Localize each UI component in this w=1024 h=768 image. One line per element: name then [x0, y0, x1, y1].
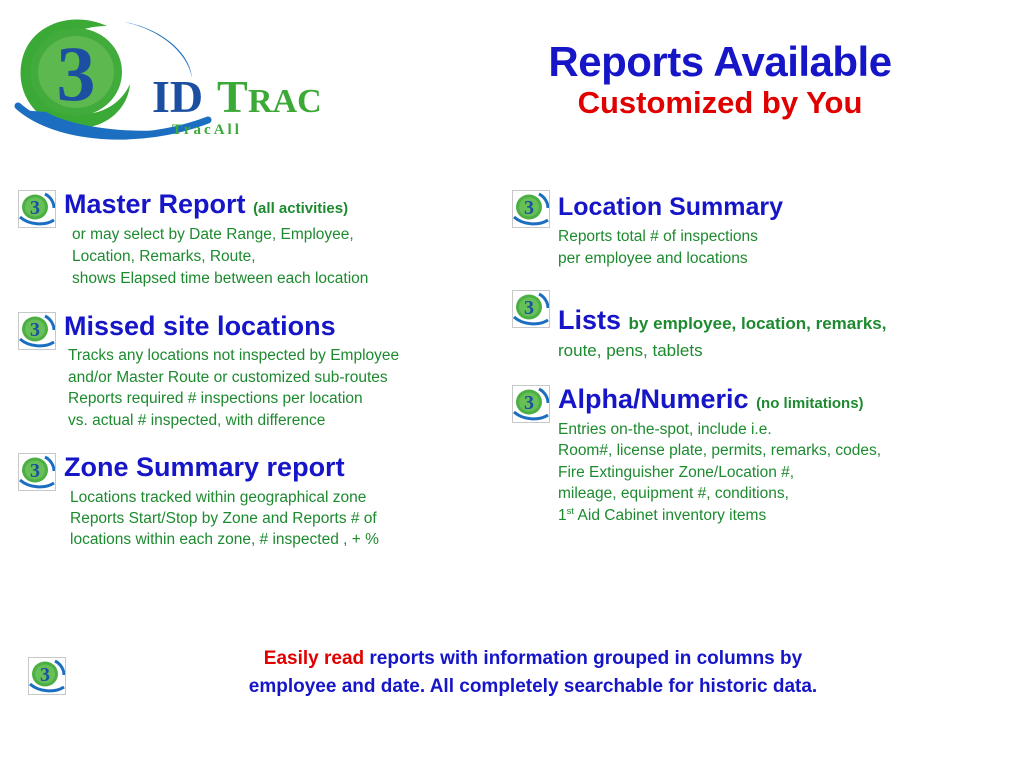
- report-description-line: Tracks any locations not inspected by Employee: [68, 347, 400, 365]
- left-column: [18, 190, 508, 557]
- report-description-line: Reports required # inspections per location: [68, 390, 363, 408]
- logo-bullet-icon: [512, 190, 550, 228]
- svg-text:3: 3: [30, 318, 40, 341]
- report-item-alpha-numeric: [512, 385, 1012, 526]
- right-column: [512, 190, 1012, 532]
- report-description-line: Reports total # of inspections: [558, 227, 758, 245]
- report-item-master-report: [18, 190, 508, 290]
- svg-text:TracAll: TracAll: [172, 122, 242, 138]
- report-item-location-summary: [512, 190, 1012, 270]
- report-description-line: locations within each zone, # inspected , + %: [70, 531, 379, 549]
- report-description: [558, 339, 1012, 363]
- report-heading-note: by employee, location, remarks,: [628, 313, 887, 333]
- logo-bullet-icon: [18, 190, 56, 228]
- report-description-line: Room#, license plate, permits, remarks, codes,: [558, 442, 882, 460]
- report-description: [68, 345, 508, 431]
- logo-bullet-icon: [18, 453, 56, 491]
- logo-bullet-icon: [28, 657, 66, 695]
- svg-text:3: 3: [30, 459, 40, 482]
- report-heading: Master Report: [64, 189, 246, 219]
- report-description-line: Locations tracked within geographical zone: [70, 488, 367, 506]
- logo-bullet-icon: [512, 385, 550, 423]
- report-description-line: or may select by Date Range, Employee,: [72, 225, 354, 243]
- svg-text:T: T: [217, 71, 248, 122]
- report-item-zone-summary-report: [18, 453, 508, 551]
- report-description-line: Reports Start/Stop by Zone and Reports # of: [70, 509, 377, 527]
- footer-line-2: employee and date. All completely searchable for historic data.: [248, 675, 818, 697]
- page-title-block: [430, 40, 1010, 120]
- report-heading-note: (no limitations): [756, 395, 864, 413]
- report-description-line: shows Elapsed time between each location: [72, 269, 369, 287]
- report-description-line: Fire Extinguisher Zone/Location #,: [558, 463, 795, 481]
- report-description: [558, 419, 1012, 526]
- svg-text:3: 3: [56, 30, 96, 117]
- footer-line-1-rest: reports with information grouped in columns by: [364, 648, 803, 669]
- report-heading: Lists: [558, 304, 622, 335]
- report-description: [72, 224, 508, 290]
- svg-text:ID: ID: [152, 71, 204, 122]
- report-description-line: and/or Master Route or customized sub-routes: [68, 368, 388, 386]
- logo-bullet-icon: [512, 290, 550, 328]
- report-item-lists: [512, 290, 1012, 364]
- report-heading: Location Summary: [558, 193, 784, 221]
- report-description-line: Entries on-the-spot, include i.e.: [558, 421, 772, 438]
- svg-text:3: 3: [524, 296, 534, 319]
- report-heading: Missed site locations: [64, 310, 336, 341]
- report-description: [558, 226, 1012, 270]
- footer-line-1: [88, 645, 978, 673]
- report-description-line: per employee and locations: [558, 249, 748, 267]
- report-description-line: mileage, equipment #, conditions,: [558, 485, 789, 503]
- footer-text: [88, 645, 1008, 700]
- page-subtitle: Customized by You: [577, 85, 863, 121]
- report-heading: Alpha/Numeric: [558, 384, 749, 415]
- svg-text:3: 3: [524, 392, 534, 415]
- report-item-missed-site-locations: [18, 312, 508, 431]
- footer-emphasis: Easily read: [263, 648, 365, 669]
- svg-text:3: 3: [30, 197, 40, 219]
- report-description-line: Location, Remarks, Route,: [72, 247, 256, 265]
- report-description-line: route, pens, tablets: [558, 341, 703, 361]
- footer-note: [18, 645, 1008, 700]
- report-heading: Zone Summary report: [64, 451, 345, 482]
- report-heading-note: (all activities): [253, 200, 349, 217]
- brand-logo: [12, 14, 352, 144]
- logo-bullet-icon: [18, 312, 56, 350]
- svg-text:RAC: RAC: [248, 83, 322, 120]
- report-description: [70, 487, 508, 551]
- report-description-line: 1st Aid Cabinet inventory items: [558, 505, 767, 524]
- svg-text:3: 3: [524, 197, 534, 219]
- report-description-line: vs. actual # inspected, with difference: [68, 411, 326, 429]
- page-title: Reports Available: [548, 38, 892, 85]
- footer-badge-wrap: [18, 645, 88, 695]
- svg-text:3: 3: [40, 664, 50, 686]
